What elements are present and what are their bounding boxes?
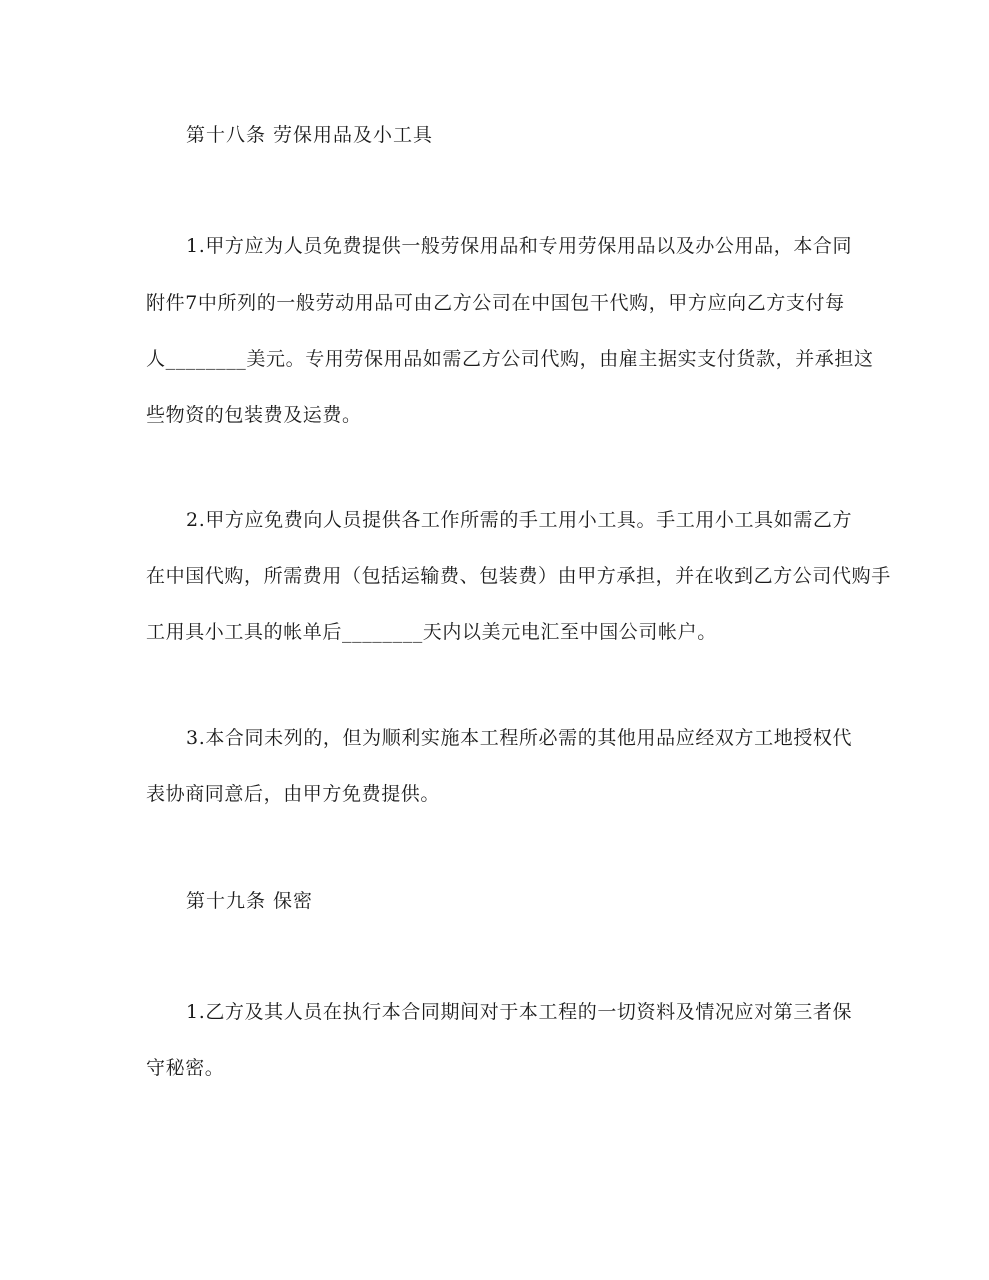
clause-line: 1.甲方应为人员免费提供一般劳保用品和专用劳保用品以及办公用品，本合同	[186, 235, 853, 257]
section-heading-19: 第十九条 保密	[186, 890, 314, 912]
clause-line: 工用具小工具的帐单后________天内以美元电汇至中国公司帐户。	[146, 621, 717, 643]
clause-line: 3.本合同未列的，但为顺利实施本工程所必需的其他用品应经双方工地授权代	[186, 727, 853, 749]
clause-line: 在中国代购，所需费用（包括运输费、包装费）由甲方承担，并在收到乙方公司代购手	[146, 565, 891, 587]
clause-line: 1.乙方及其人员在执行本合同期间对于本工程的一切资料及情况应对第三者保	[186, 1001, 853, 1023]
clause-line: 些物资的包装费及运费。	[146, 404, 362, 426]
section-heading-18: 第十八条 劳保用品及小工具	[186, 124, 434, 146]
clause-line: 2.甲方应免费向人员提供各工作所需的手工用小工具。手工用小工具如需乙方	[186, 509, 853, 531]
clause-line: 人________美元。专用劳保用品如需乙方公司代购，由雇主据实支付货款，并承担这	[146, 348, 874, 370]
clause-line: 守秘密。	[146, 1057, 225, 1079]
clause-line: 表协商同意后，由甲方免费提供。	[146, 783, 441, 805]
clause-line: 附件7中所列的一般劳动用品可由乙方公司在中国包干代购，甲方应向乙方支付每	[146, 292, 845, 314]
